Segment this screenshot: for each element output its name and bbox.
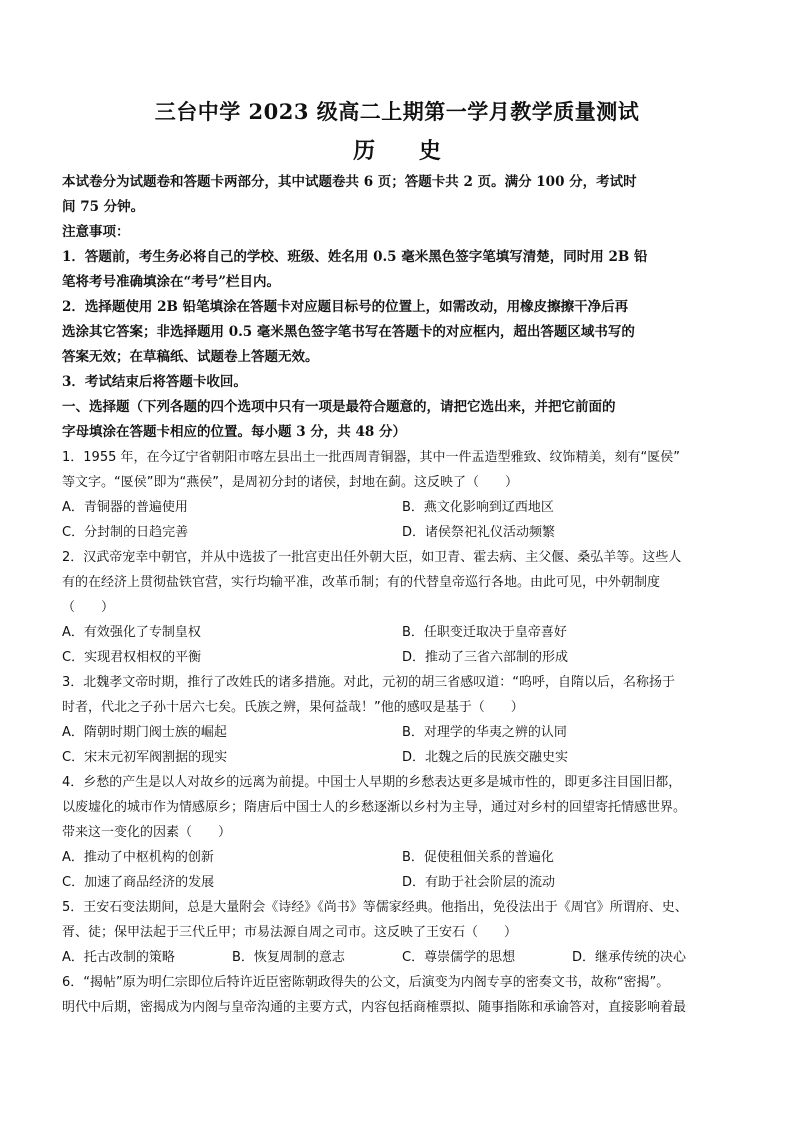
option-d: D．推动了三省六部制的形成	[402, 650, 569, 665]
question-text: 胥、徒；保甲法起于三代丘甲；市易法源自周之司市。这反映了王安石（ ）	[62, 925, 518, 940]
question-text: 时者，代北之子孙十居六七矣。氏族之辨，果何益哉！”他的感叹是基于（ ）	[62, 700, 524, 715]
question-text: 5．王安石变法期间，总是大量附会《诗经》《尚书》等儒家经典。他指出，免役法出于《周官》所谓府、史、	[62, 900, 688, 915]
question-text: 等文字。“匽侯”即为“燕侯”，是周初分封的诸侯，封地在蓟。这反映了（ ）	[62, 475, 518, 490]
question-6	[62, 970, 742, 1020]
option-a: A．青铜器的普遍使用	[62, 500, 188, 515]
notes-heading: 注意事项：	[62, 224, 130, 240]
option-c: C．加速了商品经济的发展	[62, 875, 215, 890]
option-b: B．促使租佃关系的普遍化	[402, 850, 554, 865]
question-text: 4．乡愁的产生是以人对故乡的远离为前提。中国士人早期的乡愁表达更多是城市性的，即更多注目国旧都，	[62, 775, 682, 790]
note-line: 2．选择题使用 2B 铅笔填涂在答题卡对应题目标号的位置上，如需改动，用橡皮擦擦干净后再	[62, 299, 629, 315]
question-text: （ ）	[62, 600, 115, 615]
question-text: 以废墟化的城市作为情感原乡；隋唐后中国士人的乡愁逐渐以乡村为主导，通过对乡村的回望寄托情感世界。	[62, 800, 687, 815]
exam-title: 三台中学 2023 级高二上期第一学月教学质量测试	[154, 99, 640, 124]
option-d: D．有助于社会阶层的流动	[402, 875, 556, 890]
option-a: A．隋朝时期门阀士族的崛起	[62, 725, 227, 740]
option-b: B．对理学的华夷之辨的认同	[402, 725, 567, 740]
option-a: A．托古改制的策略	[62, 950, 175, 965]
options	[62, 845, 742, 895]
question-5	[62, 895, 742, 970]
option-b: B．任职变迁取决于皇帝喜好	[402, 625, 567, 640]
question-text: 6．“揭帖”原为明仁宗即位后特许近臣密陈朝政得失的公文，后演变为内阁专享的密奏文书，故称“密揭”。	[62, 975, 670, 990]
options	[62, 945, 742, 970]
options	[62, 720, 742, 770]
question-text: 有的在经济上贯彻盐铁官营，实行均输平准，改革币制；有的代替皇帝巡行各地。由此可见，中外朝制度	[62, 575, 661, 590]
section-heading: 字母填涂在答题卡相应的位置。每小题 3 分，共 48 分）	[62, 424, 406, 440]
note-line: 1．答题前，考生务必将自己的学校、班级、姓名用 0.5 毫米黑色签字笔填写清楚，同时用 2B 铅	[62, 249, 648, 265]
question-3	[62, 670, 742, 770]
question-1	[62, 445, 742, 545]
subject-title: 历 史	[353, 138, 459, 164]
note-line: 3．考试结束后将答题卡收回。	[62, 374, 247, 390]
question-text: 3．北魏孝文帝时期，推行了改姓氏的诸多措施。对此，元初的胡三省感叹道：“呜呼，自隋以后，名称扬于	[62, 675, 676, 690]
note-line: 选涂其它答案；非选择题用 0.5 毫米黑色签字笔书写在答题卡的对应框内，超出答题区域书写的	[62, 324, 635, 340]
section-heading: 一、选择题（下列各题的四个选项中只有一项是最符合题意的，请把它选出来，并把它前面的	[62, 399, 616, 415]
question-text: 明代中后期，密揭成为内阁与皇帝沟通的主要方式，内容包括商榷票拟、随事指陈和承谕答对，直接影响着最	[62, 1000, 687, 1015]
option-d: D．诸侯祭祀礼仪活动频繁	[402, 525, 556, 540]
option-d: D．继承传统的决心	[572, 950, 687, 965]
option-a: A．推动了中枢机构的创新	[62, 850, 214, 865]
options	[62, 495, 742, 545]
question-text: 带来这一变化的因素（ ）	[62, 825, 232, 840]
option-b: B．燕文化影响到辽西地区	[402, 500, 554, 515]
question-4	[62, 770, 742, 895]
option-d: D．北魏之后的民族交融史实	[402, 750, 569, 765]
option-c: C．宋末元初军阀割据的现实	[62, 750, 228, 765]
option-c: C．实现君权相权的平衡	[62, 650, 202, 665]
option-b: B．恢复周制的意志	[232, 950, 345, 965]
question-text: 2．汉武帝宠幸中朝官，并从中选拔了一批宫吏出任外朝大臣，如卫青、霍去病、主父偃、桑弘羊等。这些人	[62, 550, 682, 565]
exam-content	[62, 170, 742, 1020]
option-c: C．尊崇儒学的思想	[402, 950, 516, 965]
options	[62, 620, 742, 670]
intro-line: 间 75 分钟。	[62, 199, 145, 215]
question-text: 1．1955 年，在今辽宁省朝阳市喀左县出土一批西周青铜器，其中一件盂造型雅致、纹饰精美，刻有“匽侯”	[62, 450, 680, 465]
note-line: 笔将考号准确填涂在“考号”栏目内。	[62, 274, 281, 290]
intro-line: 本试卷分为试题卷和答题卡两部分，其中试题卷共 6 页；答题卡共 2 页。满分 100 分，考试时	[62, 174, 637, 190]
note-line: 答案无效；在草稿纸、试题卷上答题无效。	[62, 349, 319, 365]
option-c: C．分封制的日趋完善	[62, 525, 189, 540]
option-a: A．有效强化了专制皇权	[62, 625, 201, 640]
question-2	[62, 545, 742, 670]
